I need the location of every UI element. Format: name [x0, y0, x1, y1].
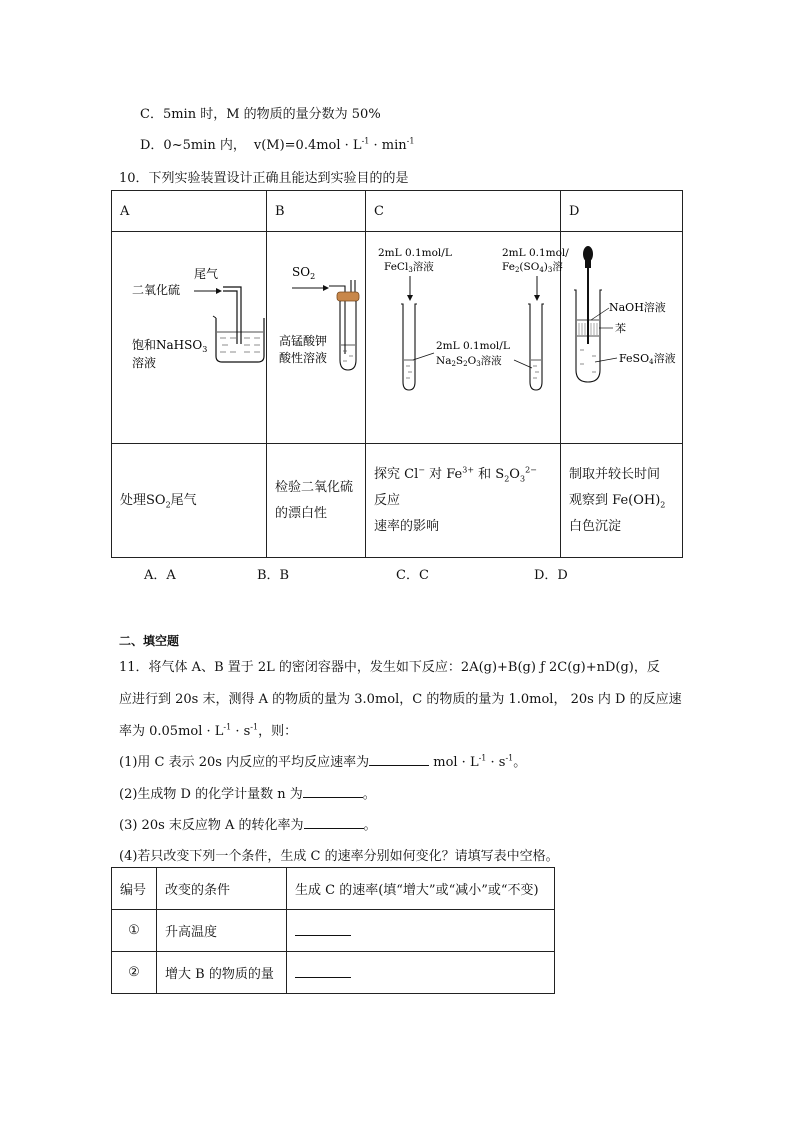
- row-answer: [287, 952, 555, 994]
- tail-gas-label: 尾气: [194, 267, 219, 281]
- choice-b: B．B: [257, 568, 290, 583]
- q10-stem: 10．下列实验装置设计正确且能达到实验目的的是: [119, 171, 409, 186]
- q10-table: [111, 190, 683, 558]
- header-d: D: [561, 191, 683, 232]
- fecl3-label: FeCl3溶液: [384, 261, 434, 274]
- q9-option-c: C．5min 时，M 的物质的量分数为 50%: [140, 107, 381, 122]
- q11-part1: (1)用 C 表示 20s 内反应的平均反应速率为 mol · $L^{-1} \cdot s^{-1}$。: [119, 753, 527, 770]
- so2-gas-label: 二氧化硫: [132, 283, 181, 297]
- beaker-apparatus-figure: [112, 232, 267, 439]
- q11-part3: (3) 20s 末反应物 A 的转化率为 。: [119, 814, 377, 833]
- table-header-rate: 生成 C 的速率(填“增大”或“减小”或“不变): [287, 868, 555, 910]
- so2-inlet-label: $SO_2$: [292, 265, 316, 281]
- choice-a: A．A: [144, 568, 176, 583]
- test-tube-d-figure: [561, 232, 683, 439]
- feso4-label: FeSO4溶液: [619, 352, 676, 366]
- answer-blank-5[interactable]: [295, 964, 351, 978]
- q9-option-d: D．0~5min 内， $v(M)=0.4mol \cdot L^{-1} \cdot \min^{-1}$: [140, 136, 415, 153]
- desc-b: 检验二氧化硫 的漂白性: [267, 444, 366, 558]
- row-answer: [287, 910, 555, 952]
- test-tubes-c-figure: [366, 232, 569, 439]
- q11-line1: 11．将气体 A、B 置于 2L 的密闭容器中，发生如下反应：2A(g)+B(g) ƒ 2C(g)+nD(g)，反: [119, 660, 660, 675]
- choice-c: C．C: [396, 568, 429, 583]
- desc-c: 探究 Cl− 对 $Fe^{3+}$ 和 $S_2O_3^{2-}$ 反应 速率的影响: [366, 444, 561, 558]
- desc-a: 处理$SO_2$尾气: [112, 444, 267, 558]
- table-header-num: 编号: [112, 868, 157, 910]
- q11-table: [111, 867, 555, 994]
- kmno4-label-2: 酸性溶液: [279, 351, 328, 365]
- answer-blank-3[interactable]: [304, 815, 364, 829]
- table-row: [112, 952, 555, 994]
- header-a: A: [112, 191, 267, 232]
- table-row: [112, 910, 555, 952]
- fe2so43-conc-label: 2mL 0.1mol/: [502, 247, 569, 259]
- q11-line2: 应进行到 20s 末，测得 A 的物质的量为 3.0mol，C 的物质的量为 1.0mol， 20s 内 D 的反应速: [119, 692, 682, 707]
- row-cond: 升高温度: [157, 910, 287, 952]
- q11-part4: (4)若只改变下列一个条件，生成 C 的速率分别如何变化？请填写表中空格。: [119, 849, 559, 864]
- figure-c-cell: [366, 232, 569, 444]
- answer-blank-1[interactable]: [369, 752, 429, 766]
- na2s2o3-label: Na2S2O3溶液: [436, 355, 502, 368]
- answer-blank-4[interactable]: [295, 922, 351, 936]
- q11-part2: (2)生成物 D 的化学计量数 n 为 。: [119, 783, 376, 802]
- row-num: ①: [112, 910, 157, 952]
- figure-a-cell: [112, 232, 267, 444]
- table-header-cond: 改变的条件: [157, 868, 287, 910]
- test-tube-b-figure: [267, 232, 366, 439]
- row-cond: 增大 B 的物质的量: [157, 952, 287, 994]
- answer-blank-2[interactable]: [303, 784, 363, 798]
- kmno4-label-1: 高锰酸钾: [279, 334, 328, 348]
- choice-d: D．D: [534, 568, 568, 583]
- header-b: B: [267, 191, 366, 232]
- fe2so43-label: Fe2(SO4)3溶: [502, 261, 563, 274]
- header-c: C: [366, 191, 561, 232]
- section-title: 二、填空题: [119, 634, 180, 648]
- benzene-label: 苯: [615, 322, 626, 335]
- desc-d: 制取并较长时间 观察到 $Fe(OH)_2$ 白色沉淀: [561, 444, 683, 558]
- solution-label: 溶液: [132, 356, 157, 370]
- row-num: ②: [112, 952, 157, 994]
- figure-b-cell: [267, 232, 366, 444]
- na2s2o3-conc-label: 2mL 0.1mol/L: [436, 340, 510, 352]
- naoh-label: NaOH溶液: [609, 301, 666, 314]
- nahso3-label: 饱和NaHSO$_3$: [132, 338, 208, 354]
- figure-d-cell: [561, 232, 683, 444]
- q11-line3: 率为 $0.05mol \cdot L^{-1} \cdot s^{-1}$，则：: [119, 722, 298, 739]
- fecl3-conc-label: 2mL 0.1mol/L: [378, 247, 452, 259]
